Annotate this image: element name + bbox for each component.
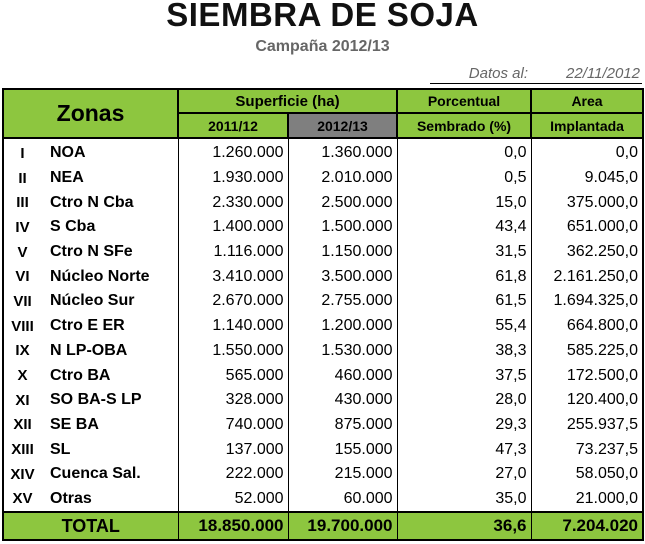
- zone-number: XII: [3, 413, 41, 438]
- surface-2011: 740.000: [178, 413, 288, 438]
- total-area: 7.204.020: [531, 512, 643, 540]
- page-title: SIEMBRA DE SOJA: [166, 0, 479, 33]
- zone-name: Núcleo Sur: [41, 289, 178, 314]
- zone-number: XIV: [3, 462, 41, 487]
- table-row: [3, 487, 643, 513]
- table-row: [3, 314, 643, 339]
- table-row: [3, 264, 643, 289]
- table-row: [3, 190, 643, 215]
- implanted-area: 0,0: [531, 138, 643, 166]
- table-row: [3, 339, 643, 364]
- planted-pct: 61,5: [397, 289, 531, 314]
- zone-number: XIII: [3, 437, 41, 462]
- planted-pct: 55,4: [397, 314, 531, 339]
- zone-number: X: [3, 363, 41, 388]
- header-porcentual: Porcentual: [397, 89, 531, 113]
- surface-2011: 1.140.000: [178, 314, 288, 339]
- table-row: [3, 388, 643, 413]
- table-row: [3, 437, 643, 462]
- planted-pct: 29,3: [397, 413, 531, 438]
- total-2011: 18.850.000: [178, 512, 288, 540]
- surface-2012: 155.000: [288, 437, 397, 462]
- planted-pct: 28,0: [397, 388, 531, 413]
- surface-2012: 60.000: [288, 487, 397, 513]
- zone-number: VIII: [3, 314, 41, 339]
- total-pct: 36,6: [397, 512, 531, 540]
- header-area: Area: [531, 89, 643, 113]
- implanted-area: 1.694.325,0: [531, 289, 643, 314]
- total-row: [3, 512, 643, 540]
- surface-2011: 1.260.000: [178, 138, 288, 166]
- surface-2012: 1.200.000: [288, 314, 397, 339]
- zone-number: VII: [3, 289, 41, 314]
- surface-2011: 328.000: [178, 388, 288, 413]
- surface-2011: 1.930.000: [178, 166, 288, 191]
- total-label: TOTAL: [3, 512, 178, 540]
- zone-number: XI: [3, 388, 41, 413]
- implanted-area: 585.225,0: [531, 339, 643, 364]
- header-year-2012: 2012/13: [288, 113, 397, 138]
- table-body: [3, 138, 643, 512]
- zone-name: SL: [41, 437, 178, 462]
- implanted-area: 664.800,0: [531, 314, 643, 339]
- zone-number: IV: [3, 215, 41, 240]
- table-row: [3, 363, 643, 388]
- implanted-area: 120.400,0: [531, 388, 643, 413]
- surface-2011: 1.400.000: [178, 215, 288, 240]
- zone-number: I: [3, 138, 41, 166]
- surface-2012: 875.000: [288, 413, 397, 438]
- campaign-subtitle: Campaña 2012/13: [255, 38, 390, 55]
- surface-2012: 430.000: [288, 388, 397, 413]
- planted-pct: 0,5: [397, 166, 531, 191]
- header-implantada: Implantada: [531, 113, 643, 138]
- surface-2011: 2.670.000: [178, 289, 288, 314]
- soy-planting-table: [2, 88, 644, 541]
- zone-name: NOA: [41, 138, 178, 166]
- surface-2012: 2.010.000: [288, 166, 397, 191]
- zone-name: Ctro BA: [41, 363, 178, 388]
- date-underline: [430, 83, 642, 84]
- header-sembrado-pct: Sembrado (%): [397, 113, 531, 138]
- zone-number: IX: [3, 339, 41, 364]
- zone-name: S Cba: [41, 215, 178, 240]
- header-superficie: Superficie (ha): [178, 89, 397, 113]
- zone-number: III: [3, 190, 41, 215]
- zone-name: SO BA-S LP: [41, 388, 178, 413]
- table-row: [3, 240, 643, 265]
- implanted-area: 172.500,0: [531, 363, 643, 388]
- surface-2012: 3.500.000: [288, 264, 397, 289]
- zone-number: V: [3, 240, 41, 265]
- zone-name: NEA: [41, 166, 178, 191]
- table-row: [3, 413, 643, 438]
- zone-name: Cuenca Sal.: [41, 462, 178, 487]
- surface-2011: 1.116.000: [178, 240, 288, 265]
- implanted-area: 21.000,0: [531, 487, 643, 513]
- header-year-2011: 2011/12: [178, 113, 288, 138]
- surface-2012: 215.000: [288, 462, 397, 487]
- surface-2012: 1.530.000: [288, 339, 397, 364]
- surface-2012: 2.500.000: [288, 190, 397, 215]
- surface-2011: 1.550.000: [178, 339, 288, 364]
- surface-2011: 52.000: [178, 487, 288, 513]
- planted-pct: 0,0: [397, 138, 531, 166]
- implanted-area: 375.000,0: [531, 190, 643, 215]
- table-row: [3, 462, 643, 487]
- zone-name: Otras: [41, 487, 178, 513]
- planted-pct: 47,3: [397, 437, 531, 462]
- surface-2011: 565.000: [178, 363, 288, 388]
- surface-2012: 1.360.000: [288, 138, 397, 166]
- zone-name: Ctro E ER: [41, 314, 178, 339]
- implanted-area: 362.250,0: [531, 240, 643, 265]
- total-2012: 19.700.000: [288, 512, 397, 540]
- implanted-area: 9.045,0: [531, 166, 643, 191]
- table-row: [3, 289, 643, 314]
- zone-name: SE BA: [41, 413, 178, 438]
- surface-2012: 1.150.000: [288, 240, 397, 265]
- surface-2011: 137.000: [178, 437, 288, 462]
- implanted-area: 58.050,0: [531, 462, 643, 487]
- surface-2012: 2.755.000: [288, 289, 397, 314]
- planted-pct: 15,0: [397, 190, 531, 215]
- surface-2011: 2.330.000: [178, 190, 288, 215]
- planted-pct: 38,3: [397, 339, 531, 364]
- implanted-area: 255.937,5: [531, 413, 643, 438]
- surface-2012: 1.500.000: [288, 215, 397, 240]
- zone-number: VI: [3, 264, 41, 289]
- zone-number: II: [3, 166, 41, 191]
- implanted-area: 2.161.250,0: [531, 264, 643, 289]
- surface-2011: 222.000: [178, 462, 288, 487]
- planted-pct: 31,5: [397, 240, 531, 265]
- planted-pct: 43,4: [397, 215, 531, 240]
- zone-name: Ctro N SFe: [41, 240, 178, 265]
- implanted-area: 651.000,0: [531, 215, 643, 240]
- zone-name: Núcleo Norte: [41, 264, 178, 289]
- planted-pct: 61,8: [397, 264, 531, 289]
- table-row: [3, 138, 643, 166]
- surface-2011: 3.410.000: [178, 264, 288, 289]
- date-label: Datos al:: [468, 65, 528, 82]
- planted-pct: 27,0: [397, 462, 531, 487]
- date-value: 22/11/2012: [566, 65, 640, 82]
- zone-name: Ctro N Cba: [41, 190, 178, 215]
- implanted-area: 73.237,5: [531, 437, 643, 462]
- table-row: [3, 166, 643, 191]
- surface-2012: 460.000: [288, 363, 397, 388]
- table-row: [3, 215, 643, 240]
- zone-name: N LP-OBA: [41, 339, 178, 364]
- zone-number: XV: [3, 487, 41, 513]
- planted-pct: 37,5: [397, 363, 531, 388]
- header-zonas: Zonas: [3, 89, 178, 138]
- planted-pct: 35,0: [397, 487, 531, 513]
